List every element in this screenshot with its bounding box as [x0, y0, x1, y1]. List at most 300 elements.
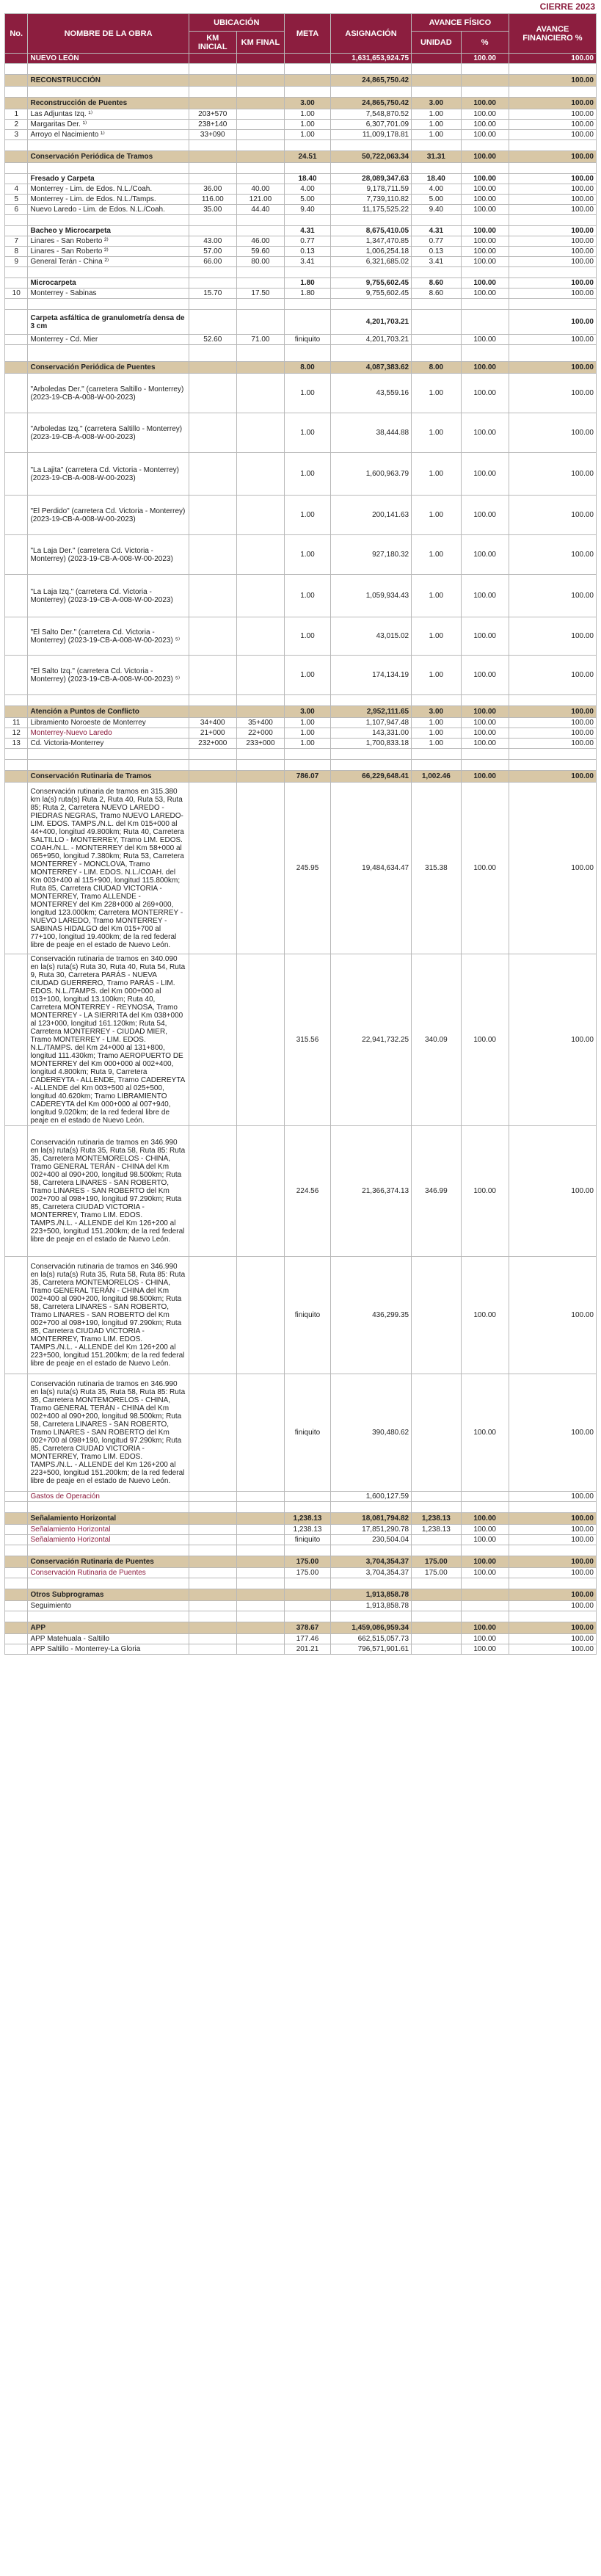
row-pct: 100.00: [461, 1126, 509, 1257]
row-meta: 1.80: [285, 278, 331, 289]
row-unidad: [412, 87, 461, 98]
row-km-final: [236, 1589, 284, 1601]
row-km-inicial: [189, 215, 236, 226]
row-asignacion: 1,913,858.78: [330, 1601, 411, 1611]
row-unidad: [412, 1257, 461, 1374]
table-row: [5, 739, 597, 749]
row-km-final: [236, 278, 284, 289]
row-avance-financiero: [509, 749, 596, 760]
header-ubicacion: UBICACIÓN: [189, 14, 284, 32]
row-asignacion: [330, 267, 411, 278]
row-avance-financiero: [509, 345, 596, 362]
table-row: [5, 109, 597, 120]
row-km-final: [236, 413, 284, 453]
row-km-final: [236, 299, 284, 310]
row-km-inicial: 36.00: [189, 184, 236, 195]
row-km-final: [236, 109, 284, 120]
row-no: [5, 1502, 28, 1513]
row-km-inicial: [189, 1126, 236, 1257]
page-header: [0, 0, 601, 13]
row-meta: 786.07: [285, 771, 331, 783]
row-no: [5, 345, 28, 362]
row-meta: [285, 1601, 331, 1611]
row-obra: Conservación rutinaria de tramos en 315.380 km la(s) ruta(s) Ruta 2, Ruta 40, Ruta 53, Ruta 85; Ruta 2, Carretera NUEVO LAREDO - PIEDRAS NEGRAS, Tramo NUEVO LAREDO-LIM. EDOS. TAMPS./N.L. del Km 015+000 al 44+400, longitud 49.800km; Ruta 40, Carretera SALTILLO - MONTERREY, Tramo LIM. EDOS. COAH./N.L. - MONTERREY del Km 58+000 al 065+950, longitud 7.380km; Ruta 53, Carretera MONTERREY - MONCLOVA, Tramo MONTERREY - LIM. EDOS. N.L./COAH. del Km 003+400 al 115+900, longitud 115.800km; Ruta 85, Carretera CIUDAD VICTORIA - MONTERREY, Tramo ALLENDE - MONTERREY del Km 228+000 al 269+000, longitud 123.000km; Carretera MONTERREY - NUEVO LAREDO, Tramo MONTERREY - SABINAS HIDALGO del Km 015+700 al 77+100, longitud 19.400km; de la red federal libre de peaje en el estado de Nuevo León.: [28, 783, 189, 954]
row-pct: 100.00: [461, 1622, 509, 1634]
row-obra: [28, 267, 189, 278]
row-meta: finiquito: [285, 1535, 331, 1545]
row-meta: 1.00: [285, 120, 331, 130]
row-no: [5, 362, 28, 374]
row-avance-financiero: [509, 299, 596, 310]
row-km-inicial: [189, 1492, 236, 1502]
row-km-final: 35+400: [236, 718, 284, 728]
row-pct: [461, 345, 509, 362]
row-asignacion: [330, 87, 411, 98]
group-row: [5, 310, 597, 335]
row-meta: 1,238.13: [285, 1525, 331, 1535]
spacer-row: [5, 1502, 597, 1513]
row-km-inicial: [189, 1611, 236, 1622]
row-obra: Señalamiento Horizontal: [28, 1535, 189, 1545]
row-avance-financiero: 100.00: [509, 1622, 596, 1634]
row-obra: Conservación Periódica de Puentes: [28, 362, 189, 374]
row-meta: [285, 695, 331, 706]
row-km-inicial: [189, 695, 236, 706]
row-km-inicial: 203+570: [189, 109, 236, 120]
row-unidad: 1.00: [412, 718, 461, 728]
row-km-final: [236, 1556, 284, 1568]
row-meta: 3.00: [285, 706, 331, 718]
row-km-inicial: [189, 267, 236, 278]
row-asignacion: 174,134.19: [330, 656, 411, 695]
row-obra: "La Laja Izq." (carretera Cd. Victoria - Monterrey) (2023-19-CB-A-008-W-00-2023): [28, 575, 189, 617]
row-avance-financiero: 100.00: [509, 1568, 596, 1578]
row-unidad: 3.00: [412, 706, 461, 718]
row-km-final: [236, 226, 284, 236]
row-unidad: 1.00: [412, 109, 461, 120]
row-pct: [461, 1492, 509, 1502]
row-avance-financiero: 100.00: [509, 617, 596, 656]
row-asignacion: 19,484,634.47: [330, 783, 411, 954]
row-no: [5, 656, 28, 695]
row-asignacion: 8,675,410.05: [330, 226, 411, 236]
row-meta: [285, 75, 331, 87]
row-km-inicial: [189, 1556, 236, 1568]
row-asignacion: [330, 64, 411, 75]
row-pct: 100.00: [461, 739, 509, 749]
row-km-final: 44.40: [236, 205, 284, 215]
row-unidad: [412, 64, 461, 75]
row-pct: [461, 695, 509, 706]
table-row: [5, 120, 597, 130]
row-km-final: [236, 1257, 284, 1374]
row-no: 5: [5, 195, 28, 205]
row-no: [5, 64, 28, 75]
row-meta: [285, 345, 331, 362]
row-obra: Monterrey - Sabinas: [28, 289, 189, 299]
row-no: [5, 617, 28, 656]
header-meta: META: [285, 14, 331, 54]
row-obra: [28, 87, 189, 98]
row-pct: 100.00: [461, 205, 509, 215]
spacer-row: [5, 760, 597, 771]
row-km-inicial: [189, 278, 236, 289]
table-row: [5, 1644, 597, 1655]
row-avance-financiero: [509, 695, 596, 706]
row-km-inicial: [189, 1589, 236, 1601]
row-km-inicial: [189, 345, 236, 362]
row-meta: 201.21: [285, 1644, 331, 1655]
row-pct: [461, 215, 509, 226]
row-pct: 100.00: [461, 1513, 509, 1525]
table-row: [5, 1525, 597, 1535]
row-km-final: 233+000: [236, 739, 284, 749]
row-unidad: [412, 267, 461, 278]
section-row: [5, 1556, 597, 1568]
row-km-final: [236, 374, 284, 413]
row-km-final: 46.00: [236, 236, 284, 247]
row-km-inicial: [189, 1502, 236, 1513]
row-avance-financiero: 100.00: [509, 151, 596, 163]
row-obra: [28, 140, 189, 151]
row-asignacion: [330, 760, 411, 771]
row-asignacion: 3,704,354.37: [330, 1556, 411, 1568]
row-km-final: [236, 706, 284, 718]
row-meta: 1.00: [285, 535, 331, 575]
row-no: [5, 1578, 28, 1589]
row-no: [5, 1556, 28, 1568]
row-km-final: [236, 695, 284, 706]
row-avance-financiero: 100.00: [509, 575, 596, 617]
row-unidad: [412, 1634, 461, 1644]
row-pct: 100.00: [461, 771, 509, 783]
row-no: [5, 278, 28, 289]
row-no: [5, 163, 28, 174]
row-unidad: 1.00: [412, 739, 461, 749]
row-pct: [461, 1589, 509, 1601]
row-asignacion: 38,444.88: [330, 413, 411, 453]
row-km-inicial: [189, 1601, 236, 1611]
row-no: 7: [5, 236, 28, 247]
row-meta: 1.00: [285, 374, 331, 413]
row-obra: [28, 64, 189, 75]
row-km-inicial: [189, 1644, 236, 1655]
row-pct: [461, 1545, 509, 1556]
row-km-final: [236, 1502, 284, 1513]
row-avance-financiero: [509, 267, 596, 278]
row-asignacion: 11,009,178.81: [330, 130, 411, 140]
row-obra: Gastos de Operación: [28, 1492, 189, 1502]
row-asignacion: 1,600,963.79: [330, 453, 411, 496]
row-asignacion: 66,229,648.41: [330, 771, 411, 783]
row-km-inicial: [189, 1622, 236, 1634]
row-asignacion: [330, 1502, 411, 1513]
row-no: [5, 1492, 28, 1502]
row-km-final: [236, 310, 284, 335]
table-row: [5, 335, 597, 345]
row-unidad: [412, 1535, 461, 1545]
row-avance-financiero: 100.00: [509, 1634, 596, 1644]
row-km-inicial: [189, 760, 236, 771]
section-row: [5, 1589, 597, 1601]
row-obra: [28, 749, 189, 760]
row-km-inicial: [189, 1374, 236, 1492]
row-obra: Monterrey - Lim. de Edos. N.L./Coah.: [28, 184, 189, 195]
table-row: [5, 1634, 597, 1644]
row-avance-financiero: 100.00: [509, 535, 596, 575]
row-asignacion: 1,631,653,924.75: [330, 54, 411, 64]
row-unidad: 1,238.13: [412, 1525, 461, 1535]
row-asignacion: 9,755,602.45: [330, 278, 411, 289]
row-km-final: [236, 1126, 284, 1257]
row-asignacion: 390,480.62: [330, 1374, 411, 1492]
row-avance-financiero: 100.00: [509, 278, 596, 289]
row-asignacion: [330, 345, 411, 362]
row-obra: "La Lajita" (carretera Cd. Victoria - Monterrey) (2023-19-CB-A-008-W-00-2023): [28, 453, 189, 496]
row-avance-financiero: [509, 64, 596, 75]
row-no: 11: [5, 718, 28, 728]
row-no: [5, 1535, 28, 1545]
row-obra: Atención a Puntos de Conflicto: [28, 706, 189, 718]
row-no: [5, 226, 28, 236]
row-km-final: [236, 453, 284, 496]
row-asignacion: 50,722,063.34: [330, 151, 411, 163]
row-avance-financiero: 100.00: [509, 1556, 596, 1568]
row-asignacion: 662,515,057.73: [330, 1634, 411, 1644]
row-km-inicial: [189, 1257, 236, 1374]
row-avance-financiero: 100.00: [509, 1535, 596, 1545]
row-no: [5, 453, 28, 496]
row-unidad: [412, 1601, 461, 1611]
row-obra: Libramiento Noroeste de Monterrey: [28, 718, 189, 728]
row-unidad: [412, 1502, 461, 1513]
row-avance-financiero: 100.00: [509, 1513, 596, 1525]
row-asignacion: [330, 299, 411, 310]
row-asignacion: 11,175,525.22: [330, 205, 411, 215]
row-meta: 175.00: [285, 1556, 331, 1568]
row-avance-financiero: 100.00: [509, 247, 596, 257]
row-km-final: [236, 1622, 284, 1634]
row-meta: 24.51: [285, 151, 331, 163]
row-pct: 100.00: [461, 728, 509, 739]
header-km-final: KM FINAL: [236, 32, 284, 54]
row-asignacion: 43,015.02: [330, 617, 411, 656]
spacer-row: [5, 299, 597, 310]
row-no: 13: [5, 739, 28, 749]
row-km-final: [236, 656, 284, 695]
header-avance-fisico: AVANCE FÍSICO: [412, 14, 509, 32]
header-km-inicial: KM INICIAL: [189, 32, 236, 54]
row-pct: 100.00: [461, 1644, 509, 1655]
row-asignacion: 1,913,858.78: [330, 1589, 411, 1601]
row-asignacion: 436,299.35: [330, 1257, 411, 1374]
row-asignacion: 200,141.63: [330, 496, 411, 535]
row-obra: "El Salto Izq." (carretera Cd. Victoria - Monterrey) (2023-19-CB-A-008-W-00-2023) ⁵⁾: [28, 656, 189, 695]
row-meta: 4.00: [285, 184, 331, 195]
row-avance-financiero: [509, 140, 596, 151]
row-meta: 1.00: [285, 130, 331, 140]
row-obra: Conservación rutinaria de tramos en 346.990 en la(s) ruta(s) Ruta 35, Ruta 58, Ruta 85: Ruta 35, Carretera MONTEMORELOS - CHINA, Tramo GENERAL TERÁN - CHINA del Km 002+400 al 090+200, longitud 98.500km; Ruta 58, Carretera LINARES - SAN ROBERTO, Tramo LINARES - SAN ROBERTO del Km 002+700 al 098+190, longitud 97.290km; Ruta 85, Carretera CIUDAD VICTORIA - MONTERREY, Tramo LIM. EDOS. TAMPS./N.L. - ALLENDE del Km 126+200 al 223+500, longitud 151.200km; de la red federal libre de peaje en el estado de Nuevo León.: [28, 1257, 189, 1374]
row-km-inicial: [189, 1525, 236, 1535]
row-asignacion: 4,201,703.21: [330, 310, 411, 335]
row-obra: NUEVO LEÓN: [28, 54, 189, 64]
row-km-inicial: [189, 575, 236, 617]
row-asignacion: [330, 1611, 411, 1622]
row-km-final: 40.00: [236, 184, 284, 195]
table-row: [5, 1568, 597, 1578]
row-no: 8: [5, 247, 28, 257]
row-unidad: 1.00: [412, 656, 461, 695]
row-no: [5, 75, 28, 87]
row-avance-financiero: 100.00: [509, 310, 596, 335]
row-pct: 100.00: [461, 374, 509, 413]
row-km-inicial: [189, 1535, 236, 1545]
row-km-final: [236, 1525, 284, 1535]
row-pct: 100.00: [461, 226, 509, 236]
row-unidad: 8.60: [412, 278, 461, 289]
row-pct: [461, 1611, 509, 1622]
row-km-inicial: [189, 1568, 236, 1578]
row-asignacion: 28,089,347.63: [330, 174, 411, 184]
row-asignacion: 43,559.16: [330, 374, 411, 413]
table-row: [5, 236, 597, 247]
row-meta: [285, 267, 331, 278]
row-avance-financiero: 100.00: [509, 453, 596, 496]
table-row: [5, 453, 597, 496]
row-meta: [285, 1545, 331, 1556]
row-no: [5, 413, 28, 453]
row-asignacion: 1,459,086,959.34: [330, 1622, 411, 1634]
row-no: [5, 87, 28, 98]
row-pct: 100.00: [461, 362, 509, 374]
table-row: [5, 184, 597, 195]
header-asignacion: ASIGNACIÓN: [330, 14, 411, 54]
row-km-final: [236, 1513, 284, 1525]
row-obra: [28, 695, 189, 706]
row-avance-financiero: 100.00: [509, 496, 596, 535]
row-unidad: 1.00: [412, 728, 461, 739]
row-meta: 224.56: [285, 1126, 331, 1257]
row-obra: [28, 215, 189, 226]
row-meta: 245.95: [285, 783, 331, 954]
row-km-inicial: [189, 1513, 236, 1525]
row-asignacion: 2,952,111.65: [330, 706, 411, 718]
row-no: [5, 1513, 28, 1525]
row-avance-financiero: 100.00: [509, 1525, 596, 1535]
row-meta: 3.41: [285, 257, 331, 267]
row-unidad: 1.00: [412, 535, 461, 575]
row-no: 3: [5, 130, 28, 140]
row-unidad: 175.00: [412, 1568, 461, 1578]
row-km-inicial: [189, 374, 236, 413]
row-km-inicial: [189, 954, 236, 1126]
row-no: [5, 1634, 28, 1644]
row-avance-financiero: 100.00: [509, 120, 596, 130]
table-row: [5, 1257, 597, 1374]
row-avance-financiero: 100.00: [509, 257, 596, 267]
row-unidad: 1,238.13: [412, 1513, 461, 1525]
row-km-final: 121.00: [236, 195, 284, 205]
row-avance-financiero: 100.00: [509, 1126, 596, 1257]
row-obra: Señalamiento Horizontal: [28, 1525, 189, 1535]
row-obra: [28, 1611, 189, 1622]
row-km-final: [236, 98, 284, 109]
row-unidad: 9.40: [412, 205, 461, 215]
row-km-inicial: [189, 174, 236, 184]
row-obra: [28, 163, 189, 174]
row-km-inicial: [189, 64, 236, 75]
row-avance-financiero: [509, 1545, 596, 1556]
row-meta: 1.80: [285, 289, 331, 299]
row-km-inicial: 238+140: [189, 120, 236, 130]
table-row: [5, 954, 597, 1126]
row-asignacion: 6,307,701.09: [330, 120, 411, 130]
row-pct: 100.00: [461, 1257, 509, 1374]
row-km-final: [236, 130, 284, 140]
row-meta: [285, 87, 331, 98]
row-meta: 3.00: [285, 98, 331, 109]
row-avance-financiero: 100.00: [509, 130, 596, 140]
row-no: [5, 1622, 28, 1634]
row-avance-financiero: 100.00: [509, 783, 596, 954]
row-pct: 100.00: [461, 335, 509, 345]
row-meta: 315.56: [285, 954, 331, 1126]
row-asignacion: [330, 215, 411, 226]
row-meta: [285, 749, 331, 760]
row-unidad: 175.00: [412, 1556, 461, 1568]
row-km-final: 22+000: [236, 728, 284, 739]
row-no: [5, 215, 28, 226]
row-obra: Conservación rutinaria de tramos en 340.090 en la(s) ruta(s) Ruta 30, Ruta 40, Ruta 54, Ruta 9, Ruta 30, Carretera PARÁS - NUEVA CIUDAD GUERRERO, Tramo PARÁS - LIM. EDOS. N.L./TAMPS. del Km 000+000 al 013+100, longitud 13.100km; Ruta 40, Carretera MONTERREY - REYNOSA, Tramo MONTERREY - LA SIERRITA del Km 038+000 al 123+000, longitud 161.120km; Ruta 54, Carretera MONTERREY - CIUDAD MIER, Tramo MONTERREY - LIM. EDOS. N.L./TAMPS. del Km 24+000 al 131+800, longitud 111.430km; Tramo AEROPUERTO DE MONTERREY del Km 000+000 al 002+400, longitud 4.800km; Ruta 9, Carretera CADEREYTA - ALLENDE, Tramo CADEREYTA - ALLENDE del Km 003+500 al 025+500, longitud 40.620km; Tramo LIBRAMIENTO CADEREYTA del Km 000+000 al 007+940, longitud 9.020km; de la red federal libre de peaje en el estado de Nuevo León.: [28, 954, 189, 1126]
row-pct: 100.00: [461, 1634, 509, 1644]
row-unidad: 1.00: [412, 374, 461, 413]
row-avance-financiero: 100.00: [509, 739, 596, 749]
row-unidad: [412, 1578, 461, 1589]
row-no: [5, 535, 28, 575]
row-unidad: [412, 215, 461, 226]
row-meta: 1.00: [285, 656, 331, 695]
table-row: [5, 783, 597, 954]
row-meta: 8.00: [285, 362, 331, 374]
row-avance-financiero: 100.00: [509, 656, 596, 695]
row-unidad: [412, 299, 461, 310]
spacer-row: [5, 215, 597, 226]
row-avance-financiero: 100.00: [509, 413, 596, 453]
spacer-row: [5, 64, 597, 75]
row-asignacion: 24,865,750.42: [330, 75, 411, 87]
row-pct: 100.00: [461, 174, 509, 184]
row-asignacion: 796,571,901.61: [330, 1644, 411, 1655]
row-km-final: [236, 75, 284, 87]
row-asignacion: 143,331.00: [330, 728, 411, 739]
row-km-final: [236, 1492, 284, 1502]
row-km-final: [236, 87, 284, 98]
row-no: [5, 1126, 28, 1257]
row-km-final: [236, 1578, 284, 1589]
row-unidad: [412, 163, 461, 174]
row-avance-financiero: 100.00: [509, 75, 596, 87]
table-row: [5, 195, 597, 205]
row-km-inicial: [189, 362, 236, 374]
row-no: [5, 771, 28, 783]
row-pct: 100.00: [461, 1525, 509, 1535]
spacer-row: [5, 749, 597, 760]
row-avance-financiero: 100.00: [509, 706, 596, 718]
row-meta: [285, 140, 331, 151]
row-obra: Linares - San Roberto ²⁾: [28, 247, 189, 257]
row-unidad: [412, 1622, 461, 1634]
row-pct: [461, 760, 509, 771]
